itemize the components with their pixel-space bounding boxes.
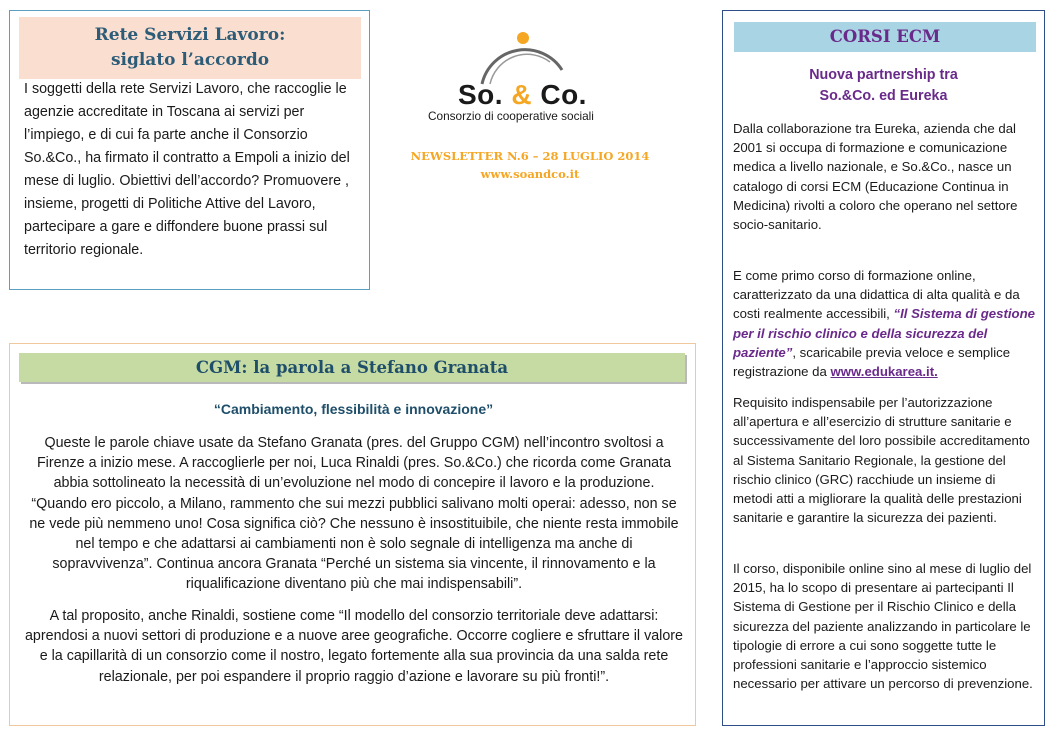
website-link[interactable]: www.soandco.it [480,167,580,181]
corsi-ecm-subtitle-line2: So.&Co. ed Eureka [819,88,948,104]
course-title: “Il Sistema di gestione per il rischio clinico e della sicurezza del paziente” [733,306,1035,360]
cgm-paragraph-2: A tal proposito, anche Rinaldi, sostiene come “Il modello del consorzio territoriale deve adattarsi: aprendosi a nuovi settori di produzione e a nuove aree geografiche. Occorre cogliere e sfruttare il valore e la capillarità di un consorzio come il nostro, legato fortemente alla sua provincia da una salda rete relazionale, per poi espandere il proprio raggio d’azione e lavorare su più fronti!”. [24,608,684,685]
logo-brand-prefix: So. [458,79,512,110]
corsi-ecm-article [722,10,1045,726]
logo-brand [458,79,587,111]
logo-brand-suffix: Co. [532,79,587,110]
corsi-ecm-title: CORSI ECM [734,22,1036,52]
newsletter-issue: NEWSLETTER N.6 – 28 LUGLIO 2014 [410,149,650,163]
cgm-article [9,343,696,726]
corsi-paragraph-1: Dalla collaborazione tra Eureka, azienda che dal 2001 si occupa di formazione e comunicazione medica a livello nazionale, e So.&Co., nasce un catalogo di corsi ECM (Educazione Continua in Medicina) rivolti a coloro che operano nel settore socio-sanitario. [733,121,1018,233]
rete-servizi-body: I soggetti della rete Servizi Lavoro, che raccoglie le agenzie accreditate in Toscana ai servizi per l’impiego, e di cui fa parte anche il Consorzio So.&Co., ha firmato il contratto a Empoli a inizio del mese di luglio. Obiettivi dell’accordo? Promuovere , insieme, progetti di Politiche Attive del Lavoro, partecipare a gare e diffondere buone prassi sul territorio regionale. [24,81,350,258]
rete-servizi-title-line2: siglato l’accordo [110,50,270,70]
edukarea-link[interactable]: www.edukarea.it. [830,364,938,380]
logo-brand-amp: & [511,79,533,110]
logo-dot-icon [517,32,529,44]
rete-servizi-header [19,17,361,79]
rete-servizi-article [9,10,370,290]
cgm-quote: “Cambiamento, flessibilità e innovazione” [213,401,494,417]
rete-servizi-title-line1: Rete Servizi Lavoro: [94,25,286,45]
corsi-ecm-subtitle [723,65,1044,107]
corsi-paragraph-2 [733,266,1038,381]
soandco-logo [410,12,670,202]
corsi-paragraph-2-start: E come primo corso di formazione online, caratterizzato da una didattica di alta qualità e da costi realmente accessibili, [733,268,1020,322]
corsi-ecm-subtitle-line1: Nuova partnership tra [809,67,958,83]
corsi-paragraph-2-mid: , scaricabile previa veloce e semplice registrazione da [733,344,1011,380]
corsi-paragraph-4: Il corso, disponibile online sino al mese di luglio del 2015, ha lo scopo di presentare ai partecipanti Il Sistema di Gestione per il Rischio Clinico e della sicurezza del paziente analizzando in particolare le tipologie di errore a cui sono soggette tutte le professioni sanitarie e l’approccio sistemico necessario per attivare un percorso di prevenzione. [733,561,1033,692]
corsi-paragraph-3: Requisito indispensabile per l’autorizzazione all’apertura e all’esercizio di strutture sanitarie e successivamente del loro possibile accreditamento al Sistema Sanitario Regionale, la gestione del rischio clinico (GRC) racchiude un insieme di metodi atti a migliorare la qualità delle prestazioni sanitarie e garantire la sicurezza dei pazienti. [733,395,1030,526]
cgm-paragraph-1: Queste le parole chiave usate da Stefano Granata (pres. del Gruppo CGM) nell’incontro svoltosi a Firenze a inizio mese. A raccoglierle per noi, Luca Rinaldi (pres. So.&Co.) che ricorda come Granata abbia sottolineato la necessità di un’evoluzione nel modo di concepire il lavoro e la produzione. “Quando ero piccolo, a Milano, rammento che sui mezzi pubblici salivano molti operai: adesso, non se ne vede più nemmeno uno! Cosa significa ciò? Che nessuno è insostituibile, che niente resta immobile nel tempo e che adattarsi ai cambiamenti non è solo segnale di intelligenza ma anche di sopravvivenza”. Continua ancora Granata “Perché un sistema sia vincente, il rinnovamento e la riqualificazione diventano più che mai indispensabili”. [29,435,679,593]
cgm-title: CGM: la parola a Stefano Granata [19,353,685,382]
logo-subtitle: Consorzio di cooperative sociali [428,109,594,123]
